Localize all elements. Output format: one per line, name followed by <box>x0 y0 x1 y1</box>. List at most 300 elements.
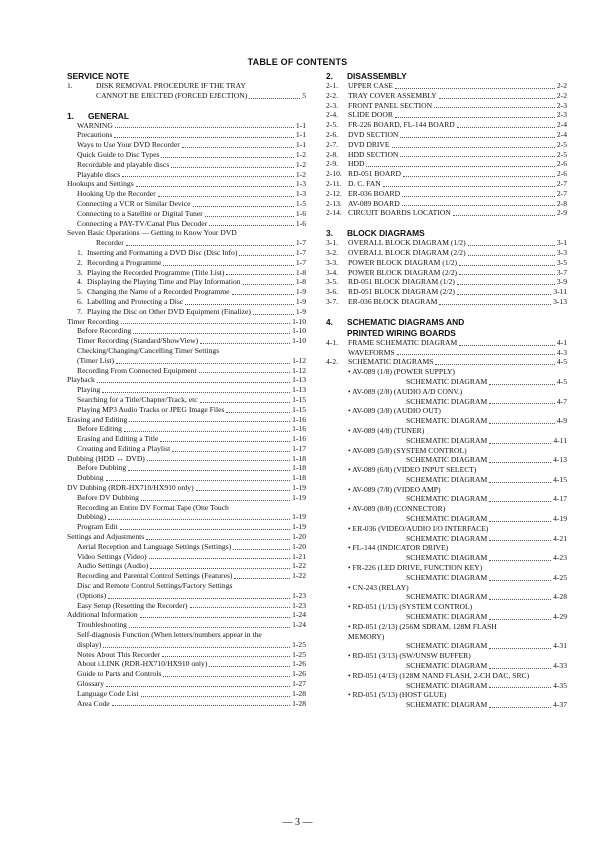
toc-entry[interactable] <box>326 524 567 534</box>
entry-title: DVD SECTION <box>348 129 399 139</box>
dot-leader <box>185 304 294 305</box>
toc-entry[interactable] <box>326 446 567 456</box>
entry-title: Glossary <box>77 679 104 689</box>
toc-entry[interactable] <box>67 561 306 571</box>
toc-entry[interactable] <box>326 357 567 367</box>
dot-leader <box>133 333 290 334</box>
toc-entry[interactable] <box>67 287 306 297</box>
toc-entry[interactable] <box>326 277 567 287</box>
dot-leader <box>489 423 555 424</box>
dot-leader <box>366 166 554 167</box>
entry-number: 2. <box>77 257 83 267</box>
entry-number: 2-6. <box>326 129 339 139</box>
entry-number: 2-1. <box>326 81 339 90</box>
dot-leader <box>489 462 551 463</box>
toc-entry[interactable] <box>326 120 567 130</box>
toc-entry[interactable] <box>326 681 567 691</box>
entry-number: 2-5. <box>326 120 339 130</box>
entry-title: • AV-089 (6/8) (VIDEO INPUT SELECT) <box>348 465 477 475</box>
dot-leader <box>489 443 551 444</box>
entry-page: 2-6 <box>556 159 567 169</box>
toc-entry[interactable] <box>326 81 567 91</box>
toc-entry[interactable] <box>67 424 306 434</box>
toc-entry[interactable] <box>326 110 567 120</box>
toc-entry[interactable] <box>326 189 567 199</box>
toc-entry[interactable] <box>326 485 567 495</box>
entry-title: Connecting to a Satellite or Digital Tuner <box>77 208 203 218</box>
toc-entry[interactable] <box>67 248 306 258</box>
toc-entry[interactable] <box>67 473 306 483</box>
dot-leader <box>106 480 291 481</box>
entry-page: 1-13 <box>292 375 306 385</box>
toc-entry[interactable] <box>67 258 306 268</box>
dot-leader <box>146 539 290 540</box>
toc-entry[interactable] <box>67 277 306 287</box>
entry-page: 4-13 <box>553 455 567 465</box>
entry-page: 2-4 <box>556 120 567 130</box>
toc-entry[interactable] <box>326 297 567 307</box>
toc-entry[interactable] <box>67 385 306 395</box>
entry-page: 1-26 <box>292 669 306 679</box>
toc-entry[interactable] <box>67 463 306 473</box>
entry-title: • FL-144 (INDICATOR DRIVE) <box>348 543 449 553</box>
dot-leader <box>226 274 293 275</box>
dot-leader <box>233 549 290 550</box>
dot-leader <box>103 647 290 648</box>
entry-page: 1-15 <box>292 394 306 404</box>
toc-entry[interactable] <box>326 622 567 632</box>
toc-entry[interactable] <box>326 377 567 387</box>
entry-page: 4-9 <box>556 416 567 426</box>
entry-title: • ER-036 (VIDEO/AUDIO I/O INTERFACE) <box>348 523 489 533</box>
dot-leader <box>200 402 291 403</box>
toc-entry[interactable] <box>326 140 567 150</box>
entry-title: Recording an Entire DV Format Tape (One Touch <box>77 502 229 512</box>
dot-leader <box>239 255 294 256</box>
dot-leader <box>395 117 555 118</box>
toc-entry[interactable] <box>67 238 306 248</box>
toc-entry[interactable] <box>67 689 306 699</box>
entry-number: 4. <box>77 277 83 287</box>
toc-entry[interactable] <box>67 522 306 532</box>
entry-title: Dubbing (HDD ↔ DVD) <box>67 453 145 463</box>
toc-entry[interactable] <box>326 465 567 475</box>
entry-title: OVERALL BLOCK DIAGRAM (1/2) <box>348 238 466 248</box>
dot-leader <box>400 137 554 138</box>
entry-title: Playing the Disc on Other DVD Equipment (Finalize) <box>87 306 251 316</box>
entry-title: Erasing and Editing <box>67 414 128 424</box>
toc-entry[interactable] <box>67 189 306 199</box>
toc-entry[interactable] <box>326 514 567 524</box>
toc-entry[interactable] <box>67 307 306 317</box>
entry-page: 1-7 <box>295 257 306 267</box>
entry-title: • AV-089 (5/8) (SYSTEM CONTROL) <box>348 445 467 455</box>
toc-entry[interactable] <box>326 671 567 681</box>
entry-title: Creating and Editing a Playlist <box>77 443 171 453</box>
entry-page: 1-22 <box>292 561 306 571</box>
toc-entry[interactable] <box>67 650 306 660</box>
entry-title: CIRCUIT BOARDS LOCATION <box>348 208 451 218</box>
dot-leader <box>253 314 294 315</box>
toc-entry[interactable] <box>326 475 567 485</box>
toc-entry[interactable] <box>326 416 567 426</box>
section-number: 3. <box>326 228 333 239</box>
entry-title: Inserting and Formatting a DVD Disc (Disc Info) <box>87 247 238 257</box>
toc-entry[interactable] <box>326 494 567 504</box>
entry-title: FRAME SCHEMATIC DIAGRAM <box>348 337 458 347</box>
dot-leader <box>129 627 290 628</box>
dot-leader <box>489 403 555 404</box>
dot-leader <box>232 294 294 295</box>
toc-entry[interactable] <box>67 581 306 591</box>
dot-leader <box>160 441 290 442</box>
toc-entry[interactable] <box>326 426 567 436</box>
toc-entry[interactable] <box>67 150 306 160</box>
toc-entry[interactable] <box>67 130 306 140</box>
entry-page: 1-24 <box>292 610 306 620</box>
entry-title: Labelling and Protecting a Disc <box>87 296 184 306</box>
dot-leader <box>128 470 290 471</box>
entry-page: 1-12 <box>292 365 306 375</box>
toc-entry[interactable] <box>67 503 306 513</box>
toc-entry[interactable] <box>326 199 567 209</box>
toc-entry[interactable] <box>326 208 567 218</box>
toc-entry[interactable] <box>67 375 306 385</box>
entry-title: OVERALL BLOCK DIAGRAM (2/2) <box>348 247 466 257</box>
toc-entry[interactable] <box>326 612 567 622</box>
entry-page: 1-7 <box>295 247 306 257</box>
dot-leader <box>226 412 290 413</box>
entry-title: Easy Setup (Resetting the Recorder) <box>77 600 188 610</box>
toc-entry[interactable] <box>326 632 567 642</box>
entry-page: 1-8 <box>295 267 306 277</box>
dot-leader <box>126 245 294 246</box>
toc-entry[interactable] <box>67 669 306 679</box>
dot-leader <box>129 421 290 422</box>
toc-entry[interactable] <box>326 387 567 397</box>
entry-title: Dubbing <box>77 473 104 483</box>
entry-title: SCHEMATIC DIAGRAM <box>406 416 488 426</box>
entry-title: MEMORY) <box>348 631 385 641</box>
toc-entry[interactable] <box>326 534 567 544</box>
toc-entry[interactable] <box>67 219 306 229</box>
entry-title: Playback <box>67 375 95 385</box>
entry-page: 2-7 <box>556 188 567 198</box>
toc-entry[interactable] <box>326 268 567 278</box>
entry-title: • RD-051 (3/13) (SW/UNSW BUFFER) <box>348 651 471 661</box>
entry-page: 1-23 <box>292 600 306 610</box>
entry-title: SCHEMATIC DIAGRAM <box>406 396 488 406</box>
entry-title: • FR-226 (LED DRIVE, FUNCTION KEY) <box>348 563 483 573</box>
toc-entry[interactable] <box>326 602 567 612</box>
toc-entry[interactable] <box>67 179 306 189</box>
entry-page: 4-15 <box>553 474 567 484</box>
toc-entry[interactable] <box>326 641 567 651</box>
dot-leader <box>171 167 294 168</box>
dot-leader <box>395 88 555 89</box>
entry-title: • AV-089 (4/8) (TUNER) <box>348 425 425 435</box>
toc-entry[interactable] <box>326 367 567 377</box>
entry-title: SCHEMATIC DIAGRAM <box>406 494 488 504</box>
dot-leader <box>209 666 290 667</box>
entry-title: FRONT PANEL SECTION <box>348 100 433 110</box>
dot-leader <box>199 372 290 373</box>
entry-title: • AV-089 (1/8) (POWER SUPPLY) <box>348 367 455 377</box>
entry-page: 1-19 <box>292 522 306 532</box>
toc-entry[interactable] <box>326 406 567 416</box>
toc-entry[interactable] <box>67 454 306 464</box>
dot-leader <box>459 345 555 346</box>
dot-leader <box>112 705 290 706</box>
entry-number: 2-14. <box>326 208 342 218</box>
entry-title: SLIDE DOOR <box>348 110 393 120</box>
dot-leader <box>459 265 555 266</box>
toc-entry[interactable] <box>67 336 306 346</box>
toc-entry[interactable] <box>67 268 306 278</box>
entry-title: Displaying the Playing Time and Play Information <box>87 277 241 287</box>
entry-page: 2-3 <box>556 110 567 120</box>
section-heading <box>326 69 567 81</box>
entry-page: 4-11 <box>553 435 567 445</box>
dot-leader <box>489 619 551 620</box>
section-title: BLOCK DIAGRAMS <box>347 228 425 239</box>
entry-page: 4-25 <box>553 572 567 582</box>
toc-entry[interactable] <box>67 444 306 454</box>
entry-title: DISK REMOVAL PROCEDURE IF THE TRAY <box>96 81 246 90</box>
entry-page: 2-6 <box>556 169 567 179</box>
entry-page: 1-19 <box>292 492 306 502</box>
entry-title: SCHEMATIC DIAGRAM <box>406 514 488 524</box>
toc-entry[interactable] <box>67 405 306 415</box>
toc-entry[interactable] <box>67 640 306 650</box>
entry-title: SCHEMATIC DIAGRAM <box>406 641 488 651</box>
toc-entry[interactable] <box>67 121 306 131</box>
entry-title: Checking/Changing/Cancelling Timer Settings <box>77 345 220 355</box>
section-heading <box>326 226 567 238</box>
entry-page: 4-7 <box>556 396 567 406</box>
entry-title: Guide to Parts and Controls <box>77 669 162 679</box>
toc-entry[interactable] <box>326 455 567 465</box>
toc-entry[interactable] <box>67 415 306 425</box>
toc-entry[interactable] <box>67 659 306 669</box>
toc-entry[interactable] <box>326 573 567 583</box>
toc-entry[interactable] <box>326 248 567 258</box>
toc-entry[interactable] <box>67 552 306 562</box>
entry-title: ER-036 BLOCK DIAGRAM <box>348 296 438 306</box>
entry-page: 2-9 <box>556 208 567 218</box>
entry-title: Recording a Programme <box>87 257 162 267</box>
toc-entry[interactable] <box>67 679 306 689</box>
dot-leader <box>140 617 290 618</box>
entry-title: Playing the Recorded Programme (Title List) <box>87 267 225 277</box>
toc-entry[interactable] <box>326 543 567 553</box>
entry-page: 2-2 <box>556 81 567 90</box>
dot-leader <box>468 245 555 246</box>
toc-entry[interactable] <box>326 287 567 297</box>
entry-number: 2-12. <box>326 188 342 198</box>
entry-page: 1-12 <box>292 355 306 365</box>
entry-page: 1-8 <box>295 277 306 287</box>
toc-entry[interactable] <box>326 130 567 140</box>
toc-entry[interactable] <box>67 356 306 366</box>
entry-title: RD-051 BLOCK DIAGRAM (1/2) <box>348 277 455 287</box>
entry-page: 4-17 <box>553 494 567 504</box>
toc-entry[interactable] <box>326 504 567 514</box>
toc-entry[interactable] <box>326 179 567 189</box>
entry-page: 1-7 <box>295 238 306 248</box>
entry-page: 1-6 <box>295 208 306 218</box>
entry-title: SCHEMATIC DIAGRAM <box>406 612 488 622</box>
toc-entry[interactable] <box>67 395 306 405</box>
toc-entry[interactable] <box>326 690 567 700</box>
entry-page: 4-21 <box>553 533 567 543</box>
entry-title: • AV-089 (7/8) (VIDEO AMP) <box>348 484 441 494</box>
toc-entry[interactable] <box>326 338 567 348</box>
entry-title: Additional Information <box>67 610 138 620</box>
entry-title: POWER BLOCK DIAGRAM (2/2) <box>348 267 458 277</box>
entry-page: 1-9 <box>295 296 306 306</box>
toc-entry[interactable] <box>67 699 306 709</box>
toc-entry[interactable] <box>326 101 567 111</box>
toc-entry[interactable] <box>67 91 306 101</box>
dot-leader <box>141 500 290 501</box>
entry-title: Recording From Connected Equipment <box>77 365 197 375</box>
entry-title: Before Recording <box>77 326 132 336</box>
toc-entry[interactable] <box>67 228 306 238</box>
toc-entry[interactable] <box>67 297 306 307</box>
entry-page: 4-5 <box>556 357 567 367</box>
toc-entry[interactable] <box>67 620 306 630</box>
entry-number: 2-13. <box>326 198 342 208</box>
toc-entry[interactable] <box>67 591 306 601</box>
toc-entry[interactable] <box>326 563 567 573</box>
toc-entry[interactable] <box>326 258 567 268</box>
entry-page: 5 <box>302 90 306 100</box>
entry-page: 4-1 <box>556 337 567 347</box>
dot-leader <box>193 206 294 207</box>
toc-entry[interactable] <box>67 170 306 180</box>
dot-leader <box>489 648 551 649</box>
entry-title: Settings and Adjustments <box>67 532 145 542</box>
dot-leader <box>108 519 290 520</box>
toc-entry[interactable] <box>67 610 306 620</box>
entry-title: • CN-243 (RELAY) <box>348 582 409 592</box>
entry-page: 1-5 <box>295 198 306 208</box>
toc-entry[interactable] <box>67 483 306 493</box>
toc-entry[interactable] <box>326 238 567 248</box>
toc-entry[interactable] <box>67 199 306 209</box>
toc-entry[interactable] <box>67 542 306 552</box>
entry-title: SCHEMATIC DIAGRAM <box>406 553 488 563</box>
dot-leader <box>116 363 290 364</box>
entry-title: SCHEMATIC DIAGRAM <box>406 572 488 582</box>
dot-leader <box>121 323 290 324</box>
toc-entry[interactable] <box>67 209 306 219</box>
entry-title: POWER BLOCK DIAGRAM (1/2) <box>348 257 458 267</box>
entry-title: WARNING <box>77 120 113 130</box>
dot-leader <box>439 98 555 99</box>
entry-title: RD-051 BLOCK DIAGRAM (2/2) <box>348 287 455 297</box>
entry-number: 6. <box>77 296 83 306</box>
entry-page: 1-6 <box>295 218 306 228</box>
toc-entry[interactable] <box>326 91 567 101</box>
toc-entry[interactable] <box>326 583 567 593</box>
entry-page: 4-23 <box>553 553 567 563</box>
entry-title: Playable discs <box>77 169 121 179</box>
entry-page: 4-28 <box>553 592 567 602</box>
entry-title: Self-diagnosis Function (When letters/numbers appear in the <box>77 630 262 640</box>
dot-leader <box>162 656 290 657</box>
toc-entry[interactable] <box>326 397 567 407</box>
toc-column-right <box>326 69 567 710</box>
entry-number: 2-11. <box>326 178 342 188</box>
entry-title: Before Editing <box>77 424 122 434</box>
dot-leader <box>97 382 290 383</box>
entry-title: Before DV Dubbing <box>77 492 139 502</box>
toc-entry[interactable] <box>326 169 567 179</box>
toc-entry[interactable] <box>67 346 306 356</box>
entry-title: Program Edit <box>77 522 118 532</box>
dot-leader <box>190 607 291 608</box>
toc-entry[interactable] <box>326 436 567 446</box>
entry-title: SCHEMATIC DIAGRAM <box>406 533 488 543</box>
dot-leader <box>489 687 551 688</box>
toc-entry[interactable] <box>67 434 306 444</box>
dot-leader <box>489 521 551 522</box>
entry-title: HDD <box>348 159 365 169</box>
toc-entry[interactable] <box>67 630 306 640</box>
dot-leader <box>392 147 555 148</box>
entry-number: 3-4. <box>326 267 339 277</box>
toc-entry[interactable] <box>326 348 567 358</box>
toc-entry[interactable] <box>67 81 306 91</box>
toc-entry[interactable] <box>67 532 306 542</box>
toc-entry[interactable] <box>67 317 306 327</box>
toc-entry[interactable] <box>326 651 567 661</box>
toc-entry[interactable] <box>326 700 567 710</box>
entry-title: • RD-051 (4/13) (128M NAND FLASH, 2-CH DAC, SRC) <box>348 670 530 680</box>
entry-number: 3-6. <box>326 287 339 297</box>
entry-page: 2-5 <box>556 139 567 149</box>
entry-title: HDD SECTION <box>348 149 399 159</box>
toc-entry[interactable] <box>326 592 567 602</box>
toc-entry[interactable] <box>67 493 306 503</box>
toc-entry[interactable] <box>326 159 567 169</box>
entry-title: WAVEFORMS <box>348 347 395 357</box>
entry-title: Recorder <box>96 238 124 248</box>
toc-entry[interactable] <box>67 160 306 170</box>
section-heading <box>67 109 306 121</box>
toc-entry[interactable] <box>67 571 306 581</box>
entry-title: • AV-089 (3/8) (AUDIO OUT) <box>348 406 441 416</box>
toc-entry[interactable] <box>67 512 306 522</box>
toc-entry[interactable] <box>326 553 567 563</box>
dot-leader <box>108 598 290 599</box>
toc-column-left <box>67 69 306 708</box>
dot-leader <box>149 558 291 559</box>
toc-entry[interactable] <box>326 150 567 160</box>
toc-entry[interactable] <box>326 661 567 671</box>
entry-title: RD-051 BOARD <box>348 169 401 179</box>
toc-entry[interactable] <box>67 326 306 336</box>
entry-page: 1-9 <box>295 287 306 297</box>
toc-entry[interactable] <box>67 140 306 150</box>
entry-page: 1-22 <box>292 571 306 581</box>
toc-entry[interactable] <box>67 366 306 376</box>
entry-number: 3-2. <box>326 247 339 257</box>
entry-page: 2-7 <box>556 178 567 188</box>
toc-entry[interactable] <box>67 601 306 611</box>
